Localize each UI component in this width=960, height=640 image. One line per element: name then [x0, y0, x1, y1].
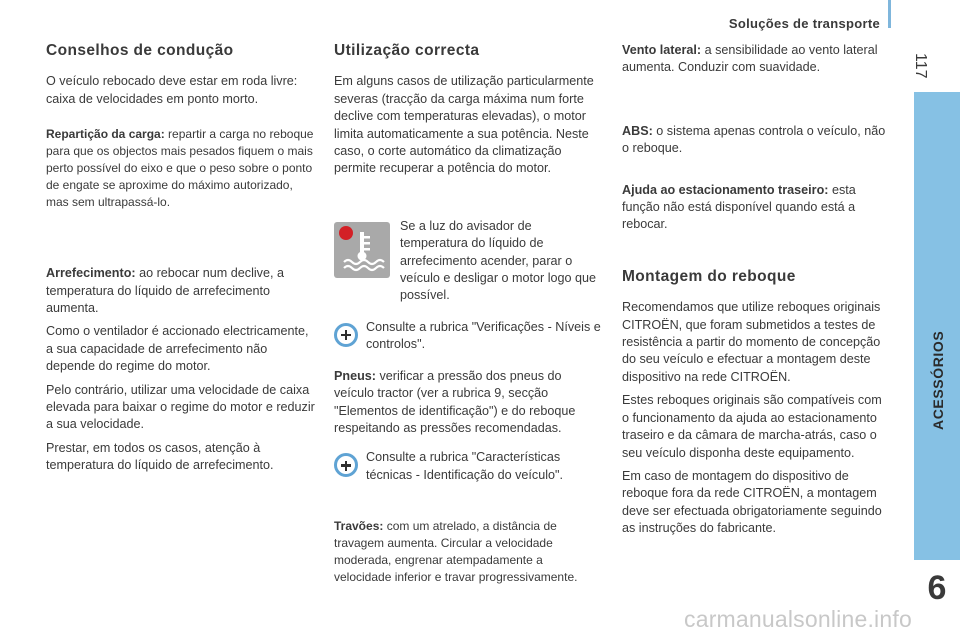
- abs-label: ABS:: [622, 123, 653, 138]
- abs-paragraph: [622, 123, 890, 158]
- coolant-warning-text: Se a luz do avisador de temperatura do líquido de arrefecimento acender, parar o veículo e desligar o motor logo que possível.: [400, 218, 597, 303]
- column-tow-mounting: [622, 42, 890, 544]
- reference-row-checks: [334, 319, 602, 354]
- info-plus-icon: [334, 323, 358, 347]
- parking-text: esta função não está disponível quando está a rebocar.: [622, 182, 856, 232]
- side-tab-label: ACESSÓRIOS: [930, 330, 946, 430]
- tyres-paragraph: [334, 368, 602, 438]
- parking-label: Ajuda ao estacionamento traseiro:: [622, 182, 829, 197]
- section-title-tow-mounting: Montagem do reboque: [622, 267, 796, 285]
- tow-paragraph-3: Em caso de montagem do dispositivo de reboque fora da rede CITROËN, a montagem deve ser efectuada obrigatoriamente seguindo as instruções do fabricante.: [622, 468, 882, 536]
- abs-text: o sistema apenas controla o veículo, não o reboque.: [622, 123, 886, 156]
- fan-paragraph: Como o ventilador é accionado electricamente, a sua capacidade de arrefecimento não depende do regime do motor.: [46, 324, 309, 374]
- load-text: repartir a carga no reboque para que os objectos mais pesados fiquem o mais perto possível do eixo e que o peso sobre o ponto de engate se aproxime do máximo autorizado, mas sem ultrapassá-lo.: [46, 127, 314, 210]
- section-title-correct-use: Utilização correcta: [334, 42, 480, 59]
- wind-text: a sensibilidade ao vento lateral aumenta. Conduzir com suavidade.: [622, 43, 878, 75]
- wind-label: Vento lateral:: [622, 43, 702, 57]
- brakes-label: Travões:: [334, 519, 384, 534]
- column-correct-use: [334, 42, 602, 592]
- attention-paragraph: Prestar, em todos os casos, atenção à temperatura do líquido de arrefecimento.: [46, 440, 274, 473]
- column-driving-advice: [46, 42, 316, 481]
- spacer: [334, 184, 602, 218]
- watermark: carmanualsonline.info: [684, 606, 912, 632]
- brakes-text: com um atrelado, a distância de travagem aumenta. Circular a velocidade moderada, engrenar atempadamente a velocidade inferior e travar progressivamente.: [334, 519, 578, 585]
- tyres-text: verificar a pressão dos pneus do veículo tractor (ver a rubrica 9, secção "Elementos de identificação") e do reboque respeitando as pressões recomendadas.: [334, 368, 576, 435]
- chapter-box: [914, 560, 960, 616]
- header-rule: [888, 0, 891, 28]
- load-label: Repartição da carga:: [46, 127, 165, 142]
- load-paragraph: [46, 126, 316, 211]
- chapter-number: 6: [927, 569, 947, 607]
- cooling-paragraph: [46, 265, 316, 317]
- intro-paragraph: O veículo rebocado deve estar em roda livre: caixa de velocidades em ponto morto.: [46, 74, 298, 106]
- info-plus-icon: [334, 453, 358, 477]
- spacer: [46, 217, 316, 265]
- gear-paragraph: Pelo contrário, utilizar uma velocidade de caixa elevada para baixar o regime do motor e reduzir a sua velocidade.: [46, 382, 315, 432]
- header-title: Soluções de transporte: [728, 16, 880, 31]
- tow-paragraph-1: Recomendamos que utilize reboques originais CITROËN, que foram submetidos a testes de resistência a partir do momento de concepção do seu veículo e efectuar a montagem deste dispositivo na rede CITROËN.: [622, 300, 881, 384]
- spacer: [622, 164, 890, 182]
- coolant-warning-row: [334, 218, 602, 305]
- reference-row-specs: [334, 449, 602, 484]
- cooling-label: Arrefecimento:: [46, 266, 136, 281]
- cooling-text: ao rebocar num declive, a temperatura do líquido de arrefecimento aumenta.: [46, 266, 284, 316]
- brakes-paragraph: [334, 518, 602, 586]
- parking-paragraph: [622, 182, 890, 234]
- reference-text-specs: Consulte a rubrica "Características técnicas - Identificação do veículo".: [366, 450, 563, 482]
- reference-text-checks: Consulte a rubrica "Verificações - Níveis e controlos".: [366, 319, 601, 352]
- correct-use-intro: Em alguns casos de utilização particularmente severas (tracção da carga máxima num forte declive com temperaturas elevadas), o motor limita automaticamente a sua potência. Neste caso, o corte automático da climatização permite recuperar a potência do motor.: [334, 74, 594, 176]
- spacer: [622, 83, 890, 123]
- coolant-temperature-warning-icon: [334, 222, 390, 278]
- tow-paragraph-2: Estes reboques originais são compatíveis com o funcionamento da ajuda ao estacionamento traseiro e da câmara de marcha-atrás, caso o seu veículo disponha deste equipamento.: [622, 393, 882, 460]
- spacer: [622, 240, 890, 268]
- section-title-driving-advice: Conselhos de condução: [46, 42, 234, 59]
- wind-paragraph: [622, 42, 890, 77]
- page-number: 117: [912, 53, 929, 79]
- tyres-label: Pneus:: [334, 368, 376, 383]
